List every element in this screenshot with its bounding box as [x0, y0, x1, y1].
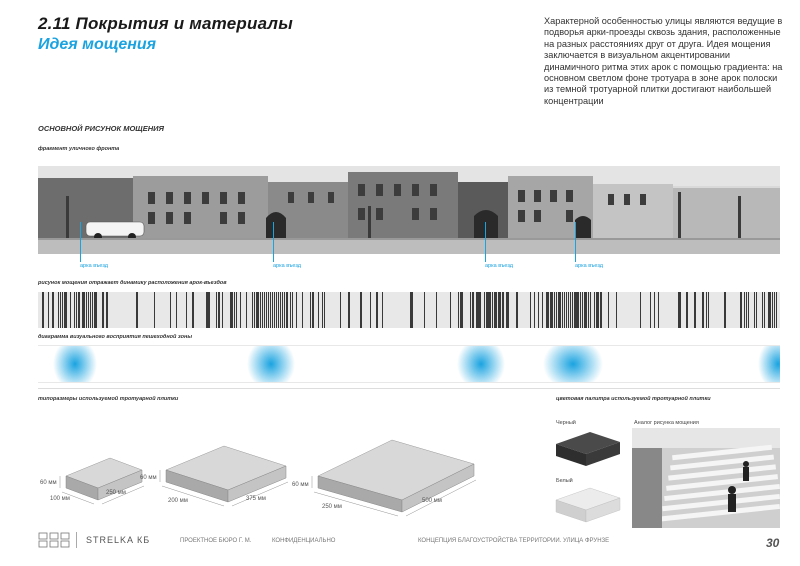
tile-large	[318, 440, 474, 512]
paving-stripe	[498, 292, 500, 328]
paving-stripe	[86, 292, 87, 328]
white-tile-swatch	[552, 484, 624, 528]
paving-stripe	[462, 292, 463, 328]
palette-white-label: Белый	[556, 478, 573, 484]
tile1-width: 100 мм	[50, 496, 70, 502]
paving-stripe	[538, 292, 539, 328]
page-title: 2.11 Покрытия и материалы	[38, 14, 293, 33]
paving-stripe	[206, 292, 208, 328]
section-main-pattern: ОСНОВНОЙ РИСУНОК МОЩЕНИЯ	[38, 124, 164, 133]
arch-label: арка въезд	[80, 263, 108, 269]
paving-stripe	[746, 292, 747, 328]
tile-medium	[166, 446, 286, 502]
paving-stripe	[748, 292, 749, 328]
arch-label: арка въезд	[485, 263, 513, 269]
section-street-fragment: фрагмент уличного фронта	[38, 146, 120, 152]
paving-stripe	[302, 292, 303, 328]
paving-stripe	[590, 292, 591, 328]
paving-stripe	[572, 292, 573, 328]
paving-stripe	[502, 292, 504, 328]
paving-stripe	[706, 292, 707, 328]
paving-stripe	[492, 292, 493, 328]
street-facade-illustration	[38, 166, 780, 254]
footer-item: КОНЦЕПЦИЯ БЛАГОУСТРОЙСТВА ТЕРРИТОРИИ. УЛИЦА ФРУНЗЕ	[418, 538, 610, 544]
paving-stripe	[272, 292, 273, 328]
paving-stripe	[552, 292, 553, 328]
paving-stripe	[292, 292, 293, 328]
paving-stripe	[508, 292, 509, 328]
paving-stripe	[136, 292, 138, 328]
footer-item: ПРОЕКТНОЕ БЮРО Г. М.	[180, 538, 252, 544]
paving-stripe	[218, 292, 220, 328]
paving-stripe	[546, 292, 548, 328]
paving-stripe	[370, 292, 371, 328]
paving-stripe	[694, 292, 696, 328]
paving-stripe	[574, 292, 576, 328]
tile3-width: 250 мм	[322, 504, 342, 510]
paving-stripe	[600, 292, 602, 328]
arch-marker-line	[485, 222, 486, 262]
paving-stripe	[770, 292, 771, 328]
paving-stripe	[246, 292, 247, 328]
paving-stripe	[258, 292, 259, 328]
bureau-logo-icon	[38, 532, 72, 548]
paving-stripe	[92, 292, 93, 328]
paving-stripe	[60, 292, 61, 328]
paving-stripe	[768, 292, 770, 328]
paving-stripe	[96, 292, 97, 328]
paving-stripe	[702, 292, 704, 328]
tile1-length: 250 мм	[106, 490, 126, 496]
paving-stripe	[48, 292, 49, 328]
paving-stripe	[756, 292, 757, 328]
paving-stripe	[82, 292, 84, 328]
paving-stripe	[230, 292, 232, 328]
paving-stripe	[476, 292, 478, 328]
paving-stripe	[472, 292, 474, 328]
palette-analog-label: Аналог рисунка мощения	[634, 420, 699, 426]
paving-stripe	[74, 292, 75, 328]
paving-stripe	[764, 292, 765, 328]
paving-stripe	[268, 292, 269, 328]
paving-stripe	[774, 292, 775, 328]
paving-stripe	[654, 292, 655, 328]
footer-separator	[76, 532, 77, 548]
paving-stripe	[496, 292, 497, 328]
paving-stripe	[262, 292, 263, 328]
paving-stripe	[744, 292, 745, 328]
paving-stripe	[450, 292, 451, 328]
paving-stripe	[582, 292, 583, 328]
paving-stripe	[176, 292, 177, 328]
paving-stripe	[286, 292, 288, 328]
tile3-length: 500 мм	[422, 498, 442, 504]
paving-stripe	[754, 292, 755, 328]
paving-stripe	[102, 292, 104, 328]
paving-stripe	[52, 292, 54, 328]
paving-stripe	[154, 292, 155, 328]
paving-stripe	[270, 292, 271, 328]
arch-marker-line	[80, 222, 81, 262]
paving-stripe	[216, 292, 217, 328]
paving-stripe	[318, 292, 319, 328]
arch-marker-line	[575, 222, 576, 262]
paving-stripe	[556, 292, 557, 328]
tile3-height: 60 мм	[292, 482, 309, 488]
palette-black-label: Черный	[556, 420, 576, 426]
paving-stripe	[240, 292, 241, 328]
paving-stripe	[584, 292, 586, 328]
paving-stripe	[256, 292, 258, 328]
arch-label: арка въезд	[575, 263, 603, 269]
section-divider	[38, 388, 780, 389]
paving-stripe	[94, 292, 96, 328]
paving-stripe	[290, 292, 291, 328]
paving-stripe	[554, 292, 555, 328]
paving-stripe	[772, 292, 773, 328]
paving-stripe	[234, 292, 235, 328]
paving-stripe	[558, 292, 560, 328]
paving-stripe	[360, 292, 362, 328]
paving-stripe	[506, 292, 508, 328]
paving-stripe	[494, 292, 496, 328]
paving-stripe	[488, 292, 490, 328]
paving-stripe	[222, 292, 223, 328]
street-photo	[38, 166, 780, 254]
paving-stripe	[548, 292, 549, 328]
page-number: 30	[766, 536, 780, 550]
paving-stripe	[576, 292, 578, 328]
paving-stripe	[500, 292, 501, 328]
perception-gradient	[38, 345, 780, 383]
paving-stripe	[312, 292, 314, 328]
paving-stripe	[458, 292, 459, 328]
paving-stripe	[276, 292, 277, 328]
paving-stripe	[322, 292, 323, 328]
paving-stripe	[296, 292, 297, 328]
paving-stripe	[278, 292, 279, 328]
paving-stripe	[66, 292, 67, 328]
paving-stripe	[70, 292, 71, 328]
description-text: Характерной особенностью улицы являются ведущие в подворья арки-проезды сквозь здания, расположенные на разных расстояниях друг от друга. Идея мощения заключается в визуальном акцентировании динамичного ритма этих арок с помощью градиента: на основном светлом фоне тротуара в зоне арок полоски из темной тротуарной плитки достигают наибольшей концентрации	[544, 16, 783, 106]
paving-stripe	[64, 292, 66, 328]
paving-stripe	[678, 292, 680, 328]
paving-stripe	[252, 292, 253, 328]
paving-stripe	[42, 292, 44, 328]
paving-stripe	[264, 292, 265, 328]
paving-stripe	[724, 292, 726, 328]
paving-stripe	[310, 292, 311, 328]
paving-stripe	[762, 292, 763, 328]
paving-stripe	[580, 292, 581, 328]
paving-stripe	[588, 292, 589, 328]
paving-stripe	[560, 292, 561, 328]
paving-stripe	[58, 292, 59, 328]
paving-stripe	[680, 292, 681, 328]
paving-stripe	[490, 292, 491, 328]
paving-stripe	[740, 292, 742, 328]
analog-paving-photo	[632, 428, 780, 528]
paving-stripe	[598, 292, 599, 328]
paving-stripe	[274, 292, 275, 328]
paving-stripe	[284, 292, 285, 328]
paving-stripe	[594, 292, 595, 328]
paving-stripe	[88, 292, 89, 328]
paving-stripe	[658, 292, 659, 328]
paving-stripe	[106, 292, 108, 328]
paving-stripe	[324, 292, 325, 328]
paving-stripe	[564, 292, 565, 328]
paving-stripe	[376, 292, 378, 328]
paving-stripe	[550, 292, 552, 328]
footer-brand: STRELKA КБ	[86, 535, 151, 545]
paving-stripe	[280, 292, 281, 328]
tile1-height: 60 мм	[40, 480, 57, 486]
paving-stripe	[236, 292, 237, 328]
paving-stripe	[260, 292, 261, 328]
paving-stripe	[566, 292, 567, 328]
gradient-caption: диаграмма визуального восприятия пешеходной зоны	[38, 334, 193, 340]
paving-stripe	[84, 292, 85, 328]
paving-stripe	[480, 292, 481, 328]
paving-stripe	[170, 292, 171, 328]
tile-small	[66, 458, 142, 500]
tile2-height: 60 мм	[140, 475, 157, 481]
tile-sizes-illustration	[38, 430, 478, 534]
arch-marker-line	[273, 222, 274, 262]
palette-caption: цветовая палитра используемой тротуарной плитки	[556, 396, 711, 402]
paving-stripe	[596, 292, 598, 328]
paving-stripe	[412, 292, 413, 328]
paving-pattern-barcode	[38, 292, 780, 328]
paving-stripe	[534, 292, 535, 328]
paving-stripe	[282, 292, 283, 328]
paving-stripe	[424, 292, 425, 328]
paving-stripe	[708, 292, 709, 328]
paving-stripe	[650, 292, 651, 328]
paving-stripe	[460, 292, 462, 328]
paving-stripe	[578, 292, 579, 328]
paving-stripe	[542, 292, 543, 328]
paving-stripe	[90, 292, 91, 328]
paving-stripe	[616, 292, 617, 328]
paving-stripe	[382, 292, 383, 328]
paving-stripe	[516, 292, 518, 328]
paving-stripe	[208, 292, 210, 328]
paving-stripe	[686, 292, 688, 328]
paving-stripe	[470, 292, 471, 328]
paving-stripe	[436, 292, 437, 328]
paving-stripe	[62, 292, 63, 328]
paving-stripe	[348, 292, 350, 328]
paving-stripe	[410, 292, 412, 328]
paving-stripe	[76, 292, 77, 328]
paving-stripe	[530, 292, 531, 328]
paving-stripe	[562, 292, 563, 328]
page-subtitle: Идея мощения	[38, 36, 157, 53]
paving-stripe	[340, 292, 341, 328]
pattern-caption: рисунок мощения отражает динамику расположения арок-въездов	[38, 280, 227, 286]
paving-stripe	[484, 292, 485, 328]
paving-stripe	[568, 292, 569, 328]
paving-stripe	[776, 292, 777, 328]
paving-stripe	[78, 292, 80, 328]
footer-item: КОНФИДЕНЦИАЛЬНО	[272, 538, 336, 544]
paving-stripe	[486, 292, 488, 328]
paving-stripe	[192, 292, 194, 328]
paving-stripe	[640, 292, 641, 328]
paving-stripe	[608, 292, 609, 328]
paving-stripe	[586, 292, 587, 328]
black-tile-swatch	[552, 428, 624, 472]
tile2-width: 200 мм	[168, 498, 188, 504]
paving-stripe	[478, 292, 480, 328]
paving-stripe	[186, 292, 187, 328]
paving-stripe	[570, 292, 571, 328]
arch-label: арка въезд	[273, 263, 301, 269]
paving-stripe	[254, 292, 255, 328]
tile-sizes-caption: типоразмеры используемой тротуарной плитки	[38, 396, 179, 402]
paving-stripe	[266, 292, 267, 328]
paving-stripe	[232, 292, 233, 328]
tile2-length: 375 мм	[246, 496, 266, 502]
